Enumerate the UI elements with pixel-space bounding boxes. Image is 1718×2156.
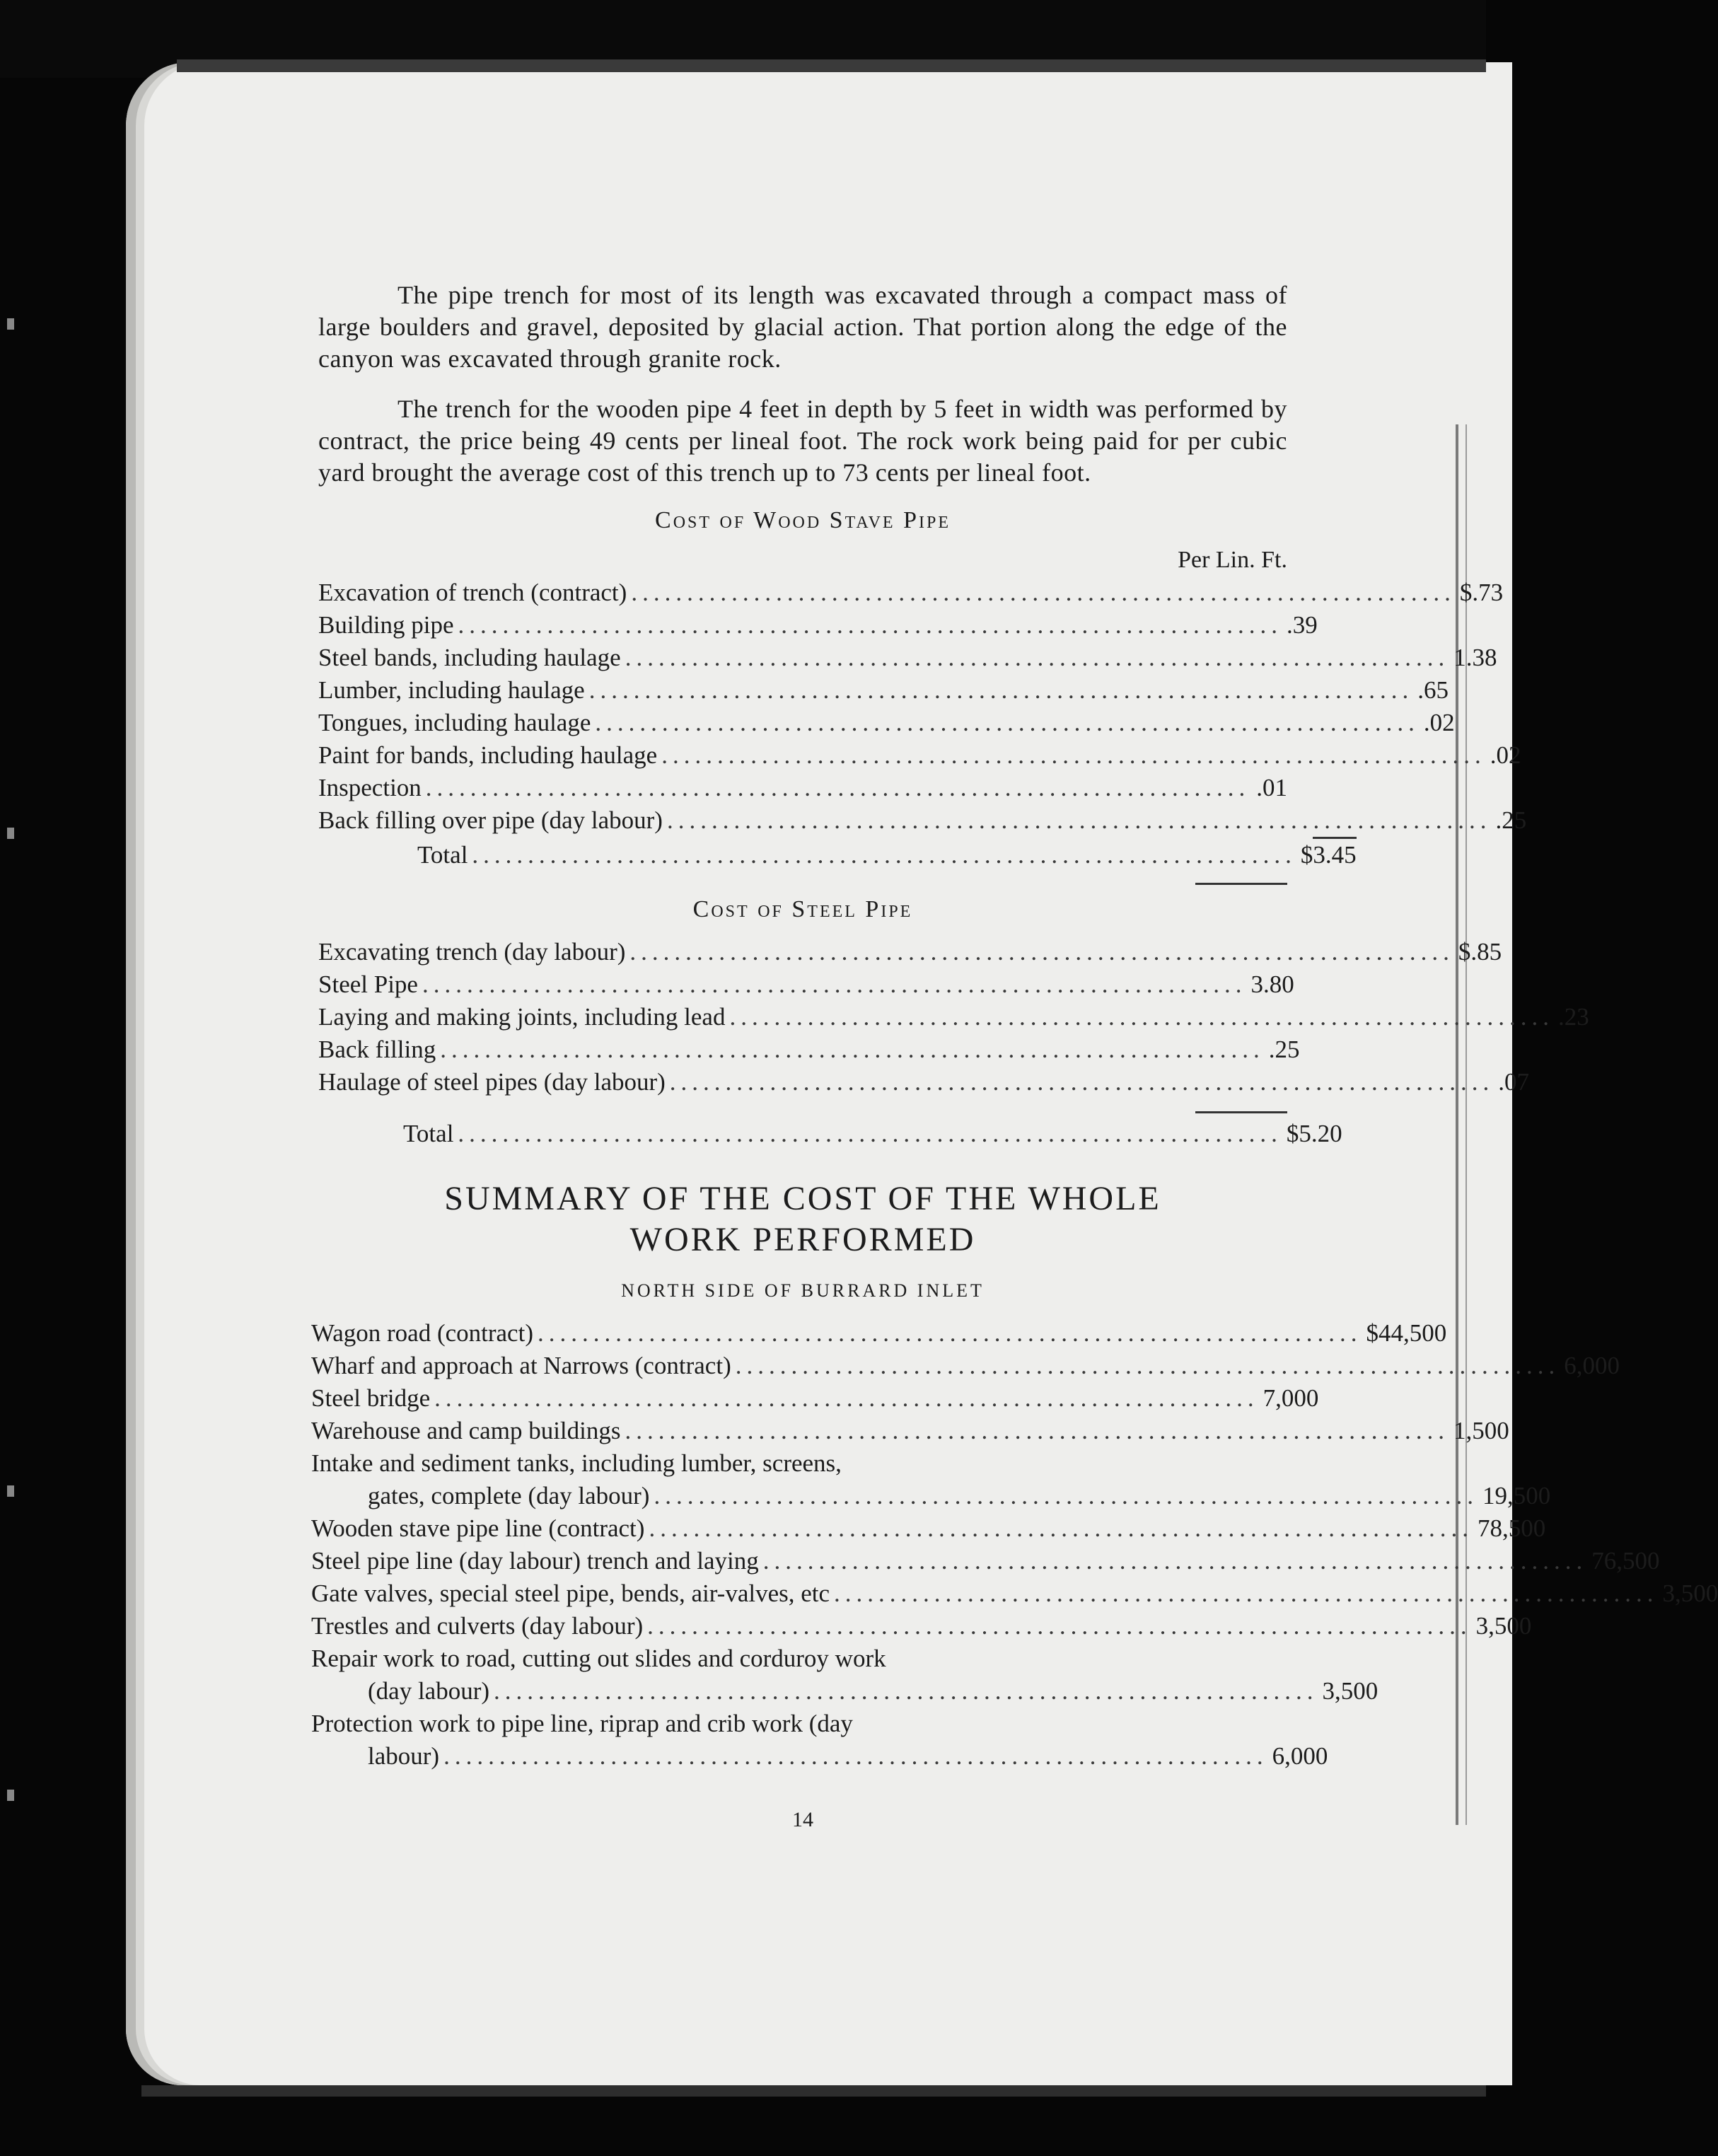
page-content — [311, 279, 1718, 1832]
table-row: Repair work to road, cutting out slides and corduroy work (day labour) .......................................................................... 3,500 — [311, 1645, 1379, 1705]
paragraph-wooden-pipe: The trench for the wooden pipe 4 feet in depth by 5 feet in width was performed by contract, the price being 49 cents per lineal foot. The rock work being paid for per cubic yard brought the average cost of this trench up to 73 cents per lineal foot. — [318, 395, 1287, 487]
table-row: Excavating trench (day labour) .......................................................................... $ .85 — [318, 938, 1502, 966]
table-row: Excavation of trench (contract) .......................................................................... $ .73 — [318, 579, 1504, 606]
steel-pipe-table-title: Cost of Steel Pipe — [692, 896, 913, 922]
margin-mark — [7, 1485, 14, 1497]
table-row: Tongues, including haulage .......................................................................... .02 — [318, 709, 1455, 736]
wood-stave-table-title: Cost of Wood Stave Pipe — [655, 507, 951, 533]
summary-title-line2: WORK PERFORMED — [629, 1221, 976, 1258]
table-row: Wooden stave pipe line (contract) .......................................................................... 78,500 — [311, 1514, 1546, 1542]
table-row: Haulage of steel pipes (day labour) .......................................................................... .07 — [318, 1068, 1530, 1096]
table-row: Back filling .......................................................................... .25 — [318, 1036, 1300, 1063]
table-row: Wagon road (contract) .......................................................................... $44,500 — [311, 1319, 1447, 1347]
table-row: Warehouse and camp buildings .......................................................................... 1,500 — [311, 1417, 1509, 1444]
table-row: Steel pipe line (day labour) trench and laying .......................................................................... 76,500 — [311, 1547, 1660, 1575]
paragraph-trench: The pipe trench for most of its length was excavated through a compact mass of large boulders and gravel, deposited by glacial action. That portion along the edge of the canyon was excavated through granite rock. — [318, 281, 1287, 373]
margin-mark — [7, 1790, 14, 1801]
summary-heading — [318, 1178, 1287, 1260]
table-row: Steel bridge .......................................................................... 7,000 — [311, 1384, 1319, 1412]
section-rule — [1195, 883, 1287, 885]
page-top-edge — [177, 59, 1486, 72]
table-row: Paint for bands, including haulage .......................................................................... .02 — [318, 741, 1521, 769]
column-header: Per Lin. Ft. — [1178, 547, 1287, 573]
summary-subtitle: NORTH SIDE OF BURRARD INLET — [621, 1280, 985, 1301]
page-number: 14 — [792, 1808, 813, 1831]
table-row: Steel Pipe .......................................................................... 3.80 — [318, 970, 1294, 998]
table-row: Gate valves, special steel pipe, bends, air-valves, etc .......................................................................... 3,500 — [311, 1580, 1718, 1607]
total-row: Total .......................................................................... $ 3.45 — [318, 837, 1287, 871]
margin-mark — [7, 828, 14, 839]
table-row: Trestles and culverts (day labour) .......................................................................... 3,500 — [311, 1612, 1532, 1640]
scan-margin-marks — [0, 318, 28, 1804]
table-row: Inspection .......................................................................... .01 — [318, 774, 1287, 801]
page-bottom-edge — [141, 2085, 1486, 2097]
steel-pipe-table — [318, 936, 1589, 1150]
table-row: Lumber, including haulage .......................................................................... .65 — [318, 676, 1449, 704]
table-row: Building pipe .......................................................................... .39 — [318, 611, 1318, 639]
summary-title-line1: SUMMARY OF THE COST OF THE WHOLE — [444, 1180, 1161, 1217]
table-row: Protection work to pipe line, riprap and crib work (day labour) .......................................................................... 6,000 — [311, 1710, 1328, 1770]
summary-table — [311, 1317, 1718, 1773]
table-row: Laying and making joints, including lead .......................................................................... .23 — [318, 1003, 1589, 1031]
total-rule — [1195, 1111, 1287, 1113]
table-row: Back filling over pipe (day labour) .......................................................................... .25 — [318, 806, 1527, 834]
table-row: Wharf and approach at Narrows (contract) .......................................................................... 6,000 — [311, 1352, 1620, 1379]
table-row: Intake and sediment tanks, including lumber, screens, gates, complete (day labour) .......................................................................... 19,500 — [311, 1449, 1551, 1509]
table-row: Steel bands, including haulage .......................................................................... 1.38 — [318, 644, 1497, 671]
margin-mark — [7, 318, 14, 330]
total-row: Total .......................................................................... $ 5.20 — [403, 1120, 1342, 1147]
wood-stave-table — [318, 576, 1527, 871]
